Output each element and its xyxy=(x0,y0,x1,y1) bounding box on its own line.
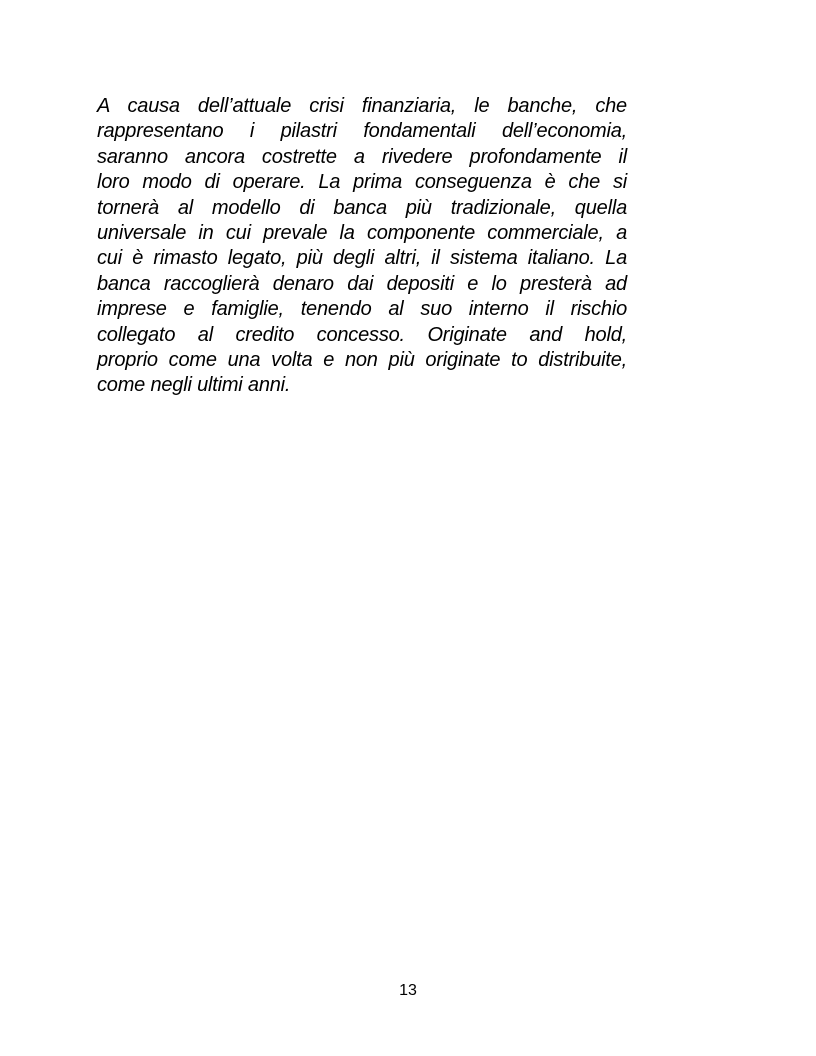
body-paragraph xyxy=(97,94,627,399)
paragraph-line: imprese e famiglie, tenendo al suo interno il rischio xyxy=(97,298,627,321)
paragraph-line: collegato al credito concesso. Originate and hold, xyxy=(97,323,627,346)
paragraph-line: cui è rimasto legato, più degli altri, il sistema italiano. La xyxy=(97,247,627,270)
paragraph-line: A causa dell’attuale crisi finanziaria, le banche, che xyxy=(97,95,627,117)
paragraph-line: universale in cui prevale la componente commerciale, a xyxy=(97,222,627,245)
paragraph-line: saranno ancora costrette a rivedere profondamente il xyxy=(97,145,627,168)
paragraph-line: banca raccoglierà denaro dai depositi e lo presterà ad xyxy=(97,272,627,295)
paragraph-line: come negli ultimi anni. xyxy=(97,374,291,397)
paragraph-line: proprio come una volta e non più originate to distribuite, xyxy=(97,349,627,372)
page-number: 13 xyxy=(399,982,417,999)
paragraph-line: loro modo di operare. La prima conseguenza è che si xyxy=(97,171,627,194)
paragraph-line: rappresentano i pilastri fondamentali dell’economia, xyxy=(97,120,627,143)
paragraph-line: tornerà al modello di banca più tradizionale, quella xyxy=(97,196,627,219)
